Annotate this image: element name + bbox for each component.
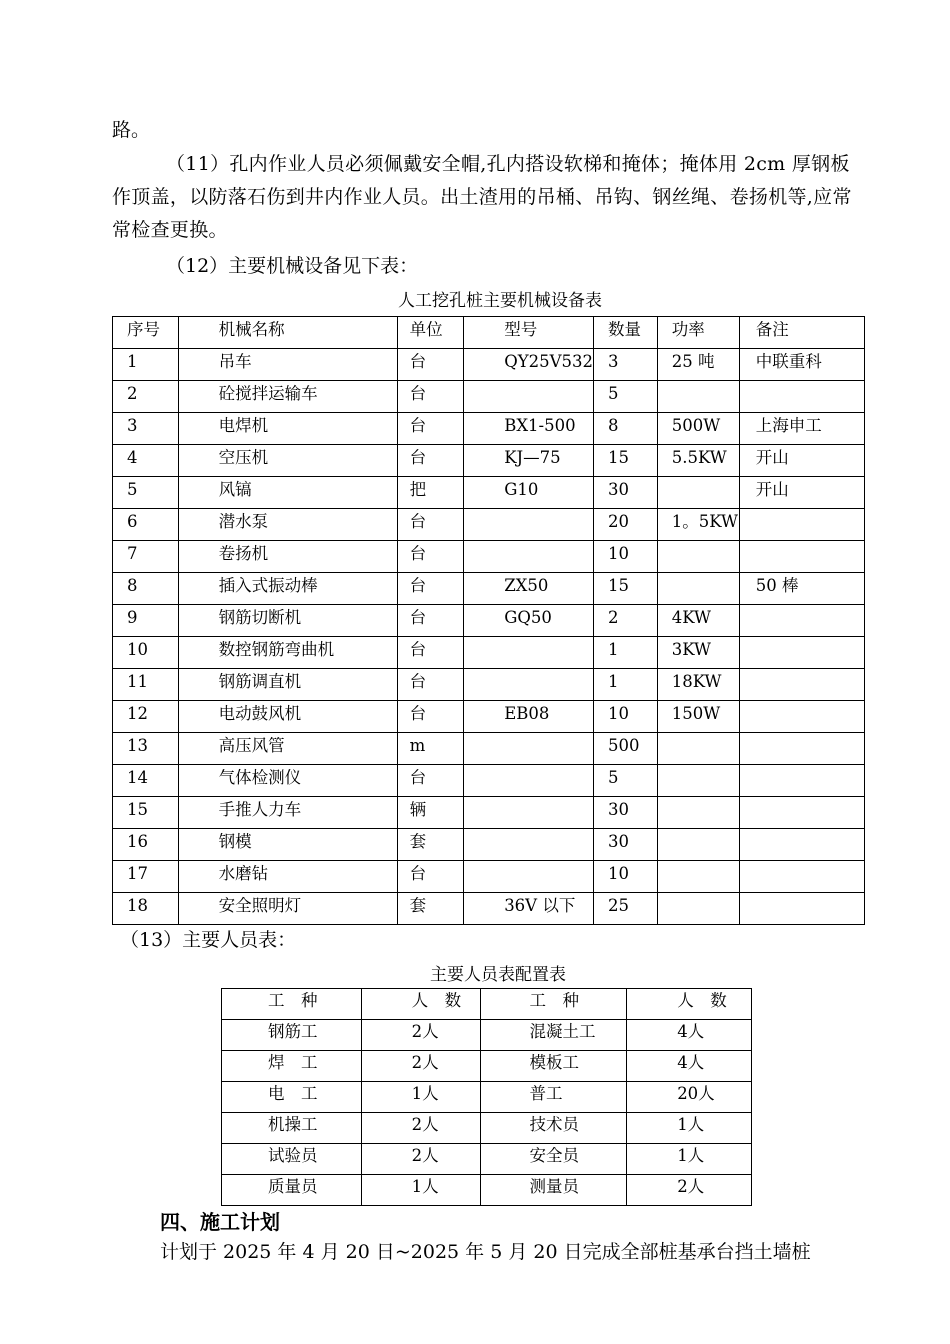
equipment-table-row [113, 413, 865, 445]
staff-cell: 电 工 [222, 1082, 362, 1113]
closing-line: 计划于 2025 年 4 月 20 日~2025 年 5 月 20 日完成全部桩基承台挡土墙桩 [160, 1241, 811, 1263]
equipment-header-cell: 型号 [464, 317, 594, 349]
equipment-cell: 8 [113, 573, 179, 605]
equipment-cell: 25 [594, 893, 658, 925]
equipment-cell: 20 [594, 509, 658, 541]
equipment-cell: 水磨钻 [178, 861, 397, 893]
equipment-cell: 14 [113, 765, 179, 797]
equipment-cell: 3 [113, 413, 179, 445]
staff-cell: 2人 [361, 1144, 481, 1175]
staff-cell: 2人 [361, 1113, 481, 1144]
equipment-cell [657, 861, 739, 893]
equipment-table-row [113, 797, 865, 829]
equipment-table [112, 316, 865, 925]
equipment-header-cell: 数量 [594, 317, 658, 349]
equipment-cell: 25 吨 [657, 349, 739, 381]
equipment-cell: 13 [113, 733, 179, 765]
equipment-cell: 30 [594, 797, 658, 829]
equipment-table-row [113, 605, 865, 637]
equipment-cell: 台 [397, 349, 464, 381]
equipment-cell: 钢筋切断机 [178, 605, 397, 637]
equipment-cell [739, 541, 864, 573]
equipment-cell: KJ—75 [464, 445, 594, 477]
equipment-cell: 18KW [657, 669, 739, 701]
equipment-cell [464, 637, 594, 669]
staff-cell: 钢筋工 [222, 1020, 362, 1051]
equipment-cell: 开山 [739, 445, 864, 477]
equipment-cell [464, 829, 594, 861]
equipment-cell [739, 733, 864, 765]
equipment-cell [739, 637, 864, 669]
equipment-cell [739, 381, 864, 413]
equipment-cell: 上海申工 [739, 413, 864, 445]
staff-table-row [222, 1051, 752, 1082]
equipment-cell: 500 [594, 733, 658, 765]
equipment-cell: 气体检测仪 [178, 765, 397, 797]
staff-table-caption: 主要人员表配置表 [430, 965, 566, 985]
staff-cell: 普工 [481, 1082, 627, 1113]
equipment-cell: 台 [397, 861, 464, 893]
staff-cell: 技术员 [481, 1113, 627, 1144]
staff-cell: 1人 [627, 1113, 752, 1144]
equipment-cell: 500W [657, 413, 739, 445]
equipment-cell: 套 [397, 893, 464, 925]
staff-header-cell: 工 种 [481, 989, 627, 1020]
equipment-cell: 电动鼓风机 [178, 701, 397, 733]
equipment-cell [464, 797, 594, 829]
equipment-cell: 1 [113, 349, 179, 381]
equipment-cell: 10 [113, 637, 179, 669]
equipment-cell: 15 [113, 797, 179, 829]
equipment-table-row [113, 381, 865, 413]
equipment-cell: 台 [397, 637, 464, 669]
equipment-cell: 12 [113, 701, 179, 733]
equipment-header-cell: 功率 [657, 317, 739, 349]
equipment-cell: GQ50 [464, 605, 594, 637]
equipment-table-row [113, 733, 865, 765]
equipment-cell: 卷扬机 [178, 541, 397, 573]
equipment-cell: 钢筋调直机 [178, 669, 397, 701]
staff-cell: 机操工 [222, 1113, 362, 1144]
staff-cell: 1人 [627, 1144, 752, 1175]
equipment-header-cell: 单位 [397, 317, 464, 349]
equipment-cell: 1 [594, 669, 658, 701]
section-heading: 四、施工计划 [160, 1210, 280, 1234]
staff-table-header [222, 989, 752, 1020]
staff-cell: 测量员 [481, 1175, 627, 1206]
equipment-cell: 9 [113, 605, 179, 637]
equipment-cell: 台 [397, 445, 464, 477]
equipment-cell: 1。5KW [657, 509, 739, 541]
equipment-cell: 把 [397, 477, 464, 509]
equipment-cell [657, 829, 739, 861]
equipment-table-row [113, 669, 865, 701]
staff-header-cell: 人 数 [627, 989, 752, 1020]
equipment-header-cell: 备注 [739, 317, 864, 349]
equipment-cell: m [397, 733, 464, 765]
equipment-table-row [113, 701, 865, 733]
equipment-cell: 30 [594, 477, 658, 509]
equipment-cell: 4KW [657, 605, 739, 637]
equipment-cell: 2 [113, 381, 179, 413]
equipment-cell: 台 [397, 669, 464, 701]
equipment-table-row [113, 541, 865, 573]
equipment-cell [464, 765, 594, 797]
equipment-cell: 2 [594, 605, 658, 637]
staff-cell: 4人 [627, 1051, 752, 1082]
equipment-cell [464, 669, 594, 701]
paragraph-11: （11）孔内作业人员必须佩戴安全帽,孔内搭设软梯和掩体；掩体用 2cm 厚钢板作顶盖，以防落石伤到井内作业人员。出土渣用的吊桶、吊钩、钢丝绳、卷扬机等,应常常检查更换。 [112, 153, 852, 241]
equipment-cell: 台 [397, 765, 464, 797]
equipment-cell: 3 [594, 349, 658, 381]
equipment-cell [739, 765, 864, 797]
equipment-cell: BX1-500 [464, 413, 594, 445]
equipment-cell: 5 [113, 477, 179, 509]
equipment-cell: 潜水泵 [178, 509, 397, 541]
equipment-table-row [113, 637, 865, 669]
equipment-cell [657, 893, 739, 925]
equipment-table-row [113, 829, 865, 861]
equipment-cell [739, 605, 864, 637]
equipment-cell: 50 棒 [739, 573, 864, 605]
staff-table-row [222, 1020, 752, 1051]
equipment-cell: 风镐 [178, 477, 397, 509]
equipment-cell: EB08 [464, 701, 594, 733]
equipment-cell: ZX50 [464, 573, 594, 605]
equipment-cell: 开山 [739, 477, 864, 509]
equipment-table-caption: 人工挖孔桩主要机械设备表 [398, 291, 602, 311]
equipment-cell [464, 541, 594, 573]
equipment-table-row [113, 509, 865, 541]
equipment-cell: 砼搅拌运输车 [178, 381, 397, 413]
equipment-cell: 6 [113, 509, 179, 541]
equipment-cell [464, 381, 594, 413]
staff-cell: 模板工 [481, 1051, 627, 1082]
equipment-cell [739, 797, 864, 829]
equipment-cell: 10 [594, 701, 658, 733]
staff-table [221, 988, 752, 1206]
equipment-cell [739, 893, 864, 925]
equipment-cell: 台 [397, 381, 464, 413]
equipment-cell: 11 [113, 669, 179, 701]
equipment-cell: 台 [397, 701, 464, 733]
equipment-cell: 套 [397, 829, 464, 861]
equipment-cell [657, 573, 739, 605]
equipment-cell [464, 733, 594, 765]
equipment-cell: 5 [594, 765, 658, 797]
paragraph-13: （13）主要人员表： [120, 929, 297, 951]
intro-fragment: 路。 [112, 119, 151, 141]
equipment-table-row [113, 765, 865, 797]
equipment-cell [739, 829, 864, 861]
equipment-cell [657, 381, 739, 413]
equipment-cell: 17 [113, 861, 179, 893]
equipment-cell: 台 [397, 509, 464, 541]
staff-header-cell: 人 数 [361, 989, 481, 1020]
staff-cell: 2人 [361, 1051, 481, 1082]
equipment-cell [464, 861, 594, 893]
equipment-cell: G10 [464, 477, 594, 509]
equipment-cell: 台 [397, 541, 464, 573]
equipment-cell [657, 541, 739, 573]
equipment-cell: 10 [594, 541, 658, 573]
equipment-cell [657, 765, 739, 797]
equipment-cell: 10 [594, 861, 658, 893]
equipment-cell [657, 477, 739, 509]
equipment-table-header [113, 317, 865, 349]
equipment-cell: 吊车 [178, 349, 397, 381]
equipment-cell: 台 [397, 605, 464, 637]
equipment-cell: 4 [113, 445, 179, 477]
equipment-cell [657, 733, 739, 765]
equipment-cell [739, 861, 864, 893]
equipment-header-cell: 序号 [113, 317, 179, 349]
staff-cell: 混凝土工 [481, 1020, 627, 1051]
equipment-cell: 钢模 [178, 829, 397, 861]
equipment-cell: 中联重科 [739, 349, 864, 381]
equipment-cell: 16 [113, 829, 179, 861]
equipment-table-row [113, 445, 865, 477]
equipment-table-row [113, 861, 865, 893]
equipment-cell: 150W [657, 701, 739, 733]
staff-cell: 焊 工 [222, 1051, 362, 1082]
equipment-cell: 辆 [397, 797, 464, 829]
equipment-cell: 36V 以下 [464, 893, 594, 925]
equipment-cell: 手推人力车 [178, 797, 397, 829]
paragraph-12: （12）主要机械设备见下表： [166, 255, 419, 277]
staff-header-cell: 工 种 [222, 989, 362, 1020]
equipment-cell: QY25V532 [464, 349, 594, 381]
equipment-table-row [113, 477, 865, 509]
staff-cell: 20人 [627, 1082, 752, 1113]
staff-table-row [222, 1113, 752, 1144]
equipment-cell: 30 [594, 829, 658, 861]
staff-cell: 2人 [361, 1020, 481, 1051]
equipment-cell [739, 669, 864, 701]
equipment-cell [739, 701, 864, 733]
staff-cell: 质量员 [222, 1175, 362, 1206]
equipment-cell: 安全照明灯 [178, 893, 397, 925]
staff-cell: 1人 [361, 1175, 481, 1206]
staff-cell: 4人 [627, 1020, 752, 1051]
equipment-cell: 3KW [657, 637, 739, 669]
equipment-cell: 18 [113, 893, 179, 925]
staff-table-row [222, 1175, 752, 1206]
equipment-cell: 台 [397, 413, 464, 445]
staff-cell: 安全员 [481, 1144, 627, 1175]
equipment-header-cell: 机械名称 [178, 317, 397, 349]
equipment-cell: 电焊机 [178, 413, 397, 445]
staff-table-row [222, 1082, 752, 1113]
equipment-cell: 插入式振动棒 [178, 573, 397, 605]
staff-cell: 试验员 [222, 1144, 362, 1175]
equipment-cell: 5.5KW [657, 445, 739, 477]
equipment-cell: 数控钢筋弯曲机 [178, 637, 397, 669]
equipment-cell: 15 [594, 573, 658, 605]
equipment-table-row [113, 573, 865, 605]
equipment-cell: 高压风管 [178, 733, 397, 765]
equipment-cell: 1 [594, 637, 658, 669]
equipment-cell [739, 509, 864, 541]
equipment-cell: 台 [397, 573, 464, 605]
equipment-cell: 7 [113, 541, 179, 573]
equipment-cell: 15 [594, 445, 658, 477]
equipment-cell [464, 509, 594, 541]
staff-table-row [222, 1144, 752, 1175]
equipment-cell: 8 [594, 413, 658, 445]
staff-cell: 2人 [627, 1175, 752, 1206]
equipment-table-row [113, 893, 865, 925]
equipment-cell: 5 [594, 381, 658, 413]
equipment-cell: 空压机 [178, 445, 397, 477]
equipment-cell [657, 797, 739, 829]
equipment-table-row [113, 349, 865, 381]
staff-cell: 1人 [361, 1082, 481, 1113]
